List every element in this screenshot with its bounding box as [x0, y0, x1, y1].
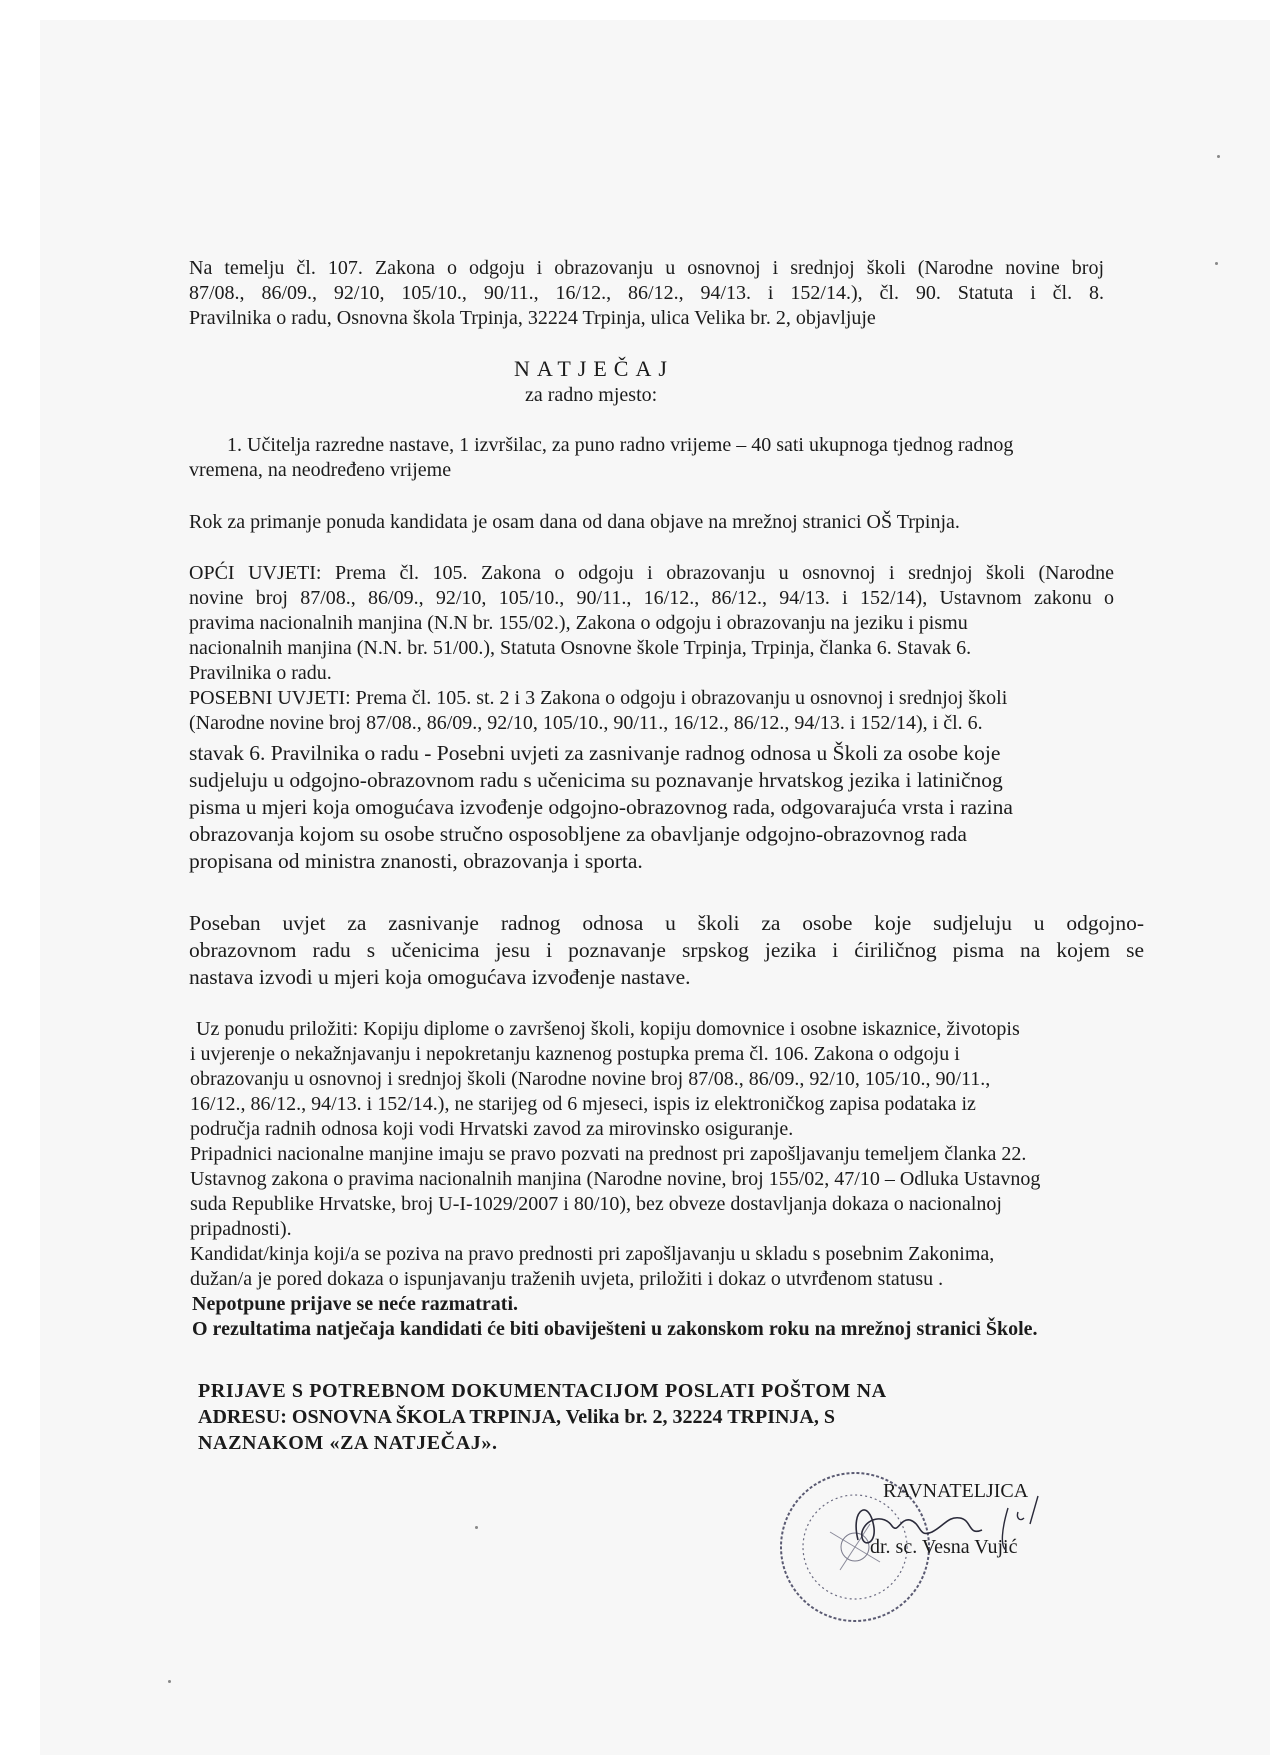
intro-line: Pravilnika o radu, Osnovna škola Trpinja, 32224 Trpinja, ulica Velika br. 2, objavljuje [189, 307, 876, 329]
bold-notes [192, 1292, 1152, 1342]
submission-line: NAZNAKOM «ZA NATJEČAJ». [198, 1432, 498, 1454]
document-subtitle: za radno mjesto: [525, 384, 658, 406]
special-line: sudjeluju u odgojno-obrazovnom radu s učenicima su poznavanje hrvatskog jezika i latiničnog [189, 768, 1003, 792]
intro-paragraph [189, 256, 1104, 331]
attachments-line: pripadnosti). [190, 1218, 292, 1240]
conditions-line: (Narodne novine broj 87/08., 86/09., 92/10, 105/10., 90/11., 16/12., 86/12., 94/13. i 152/14), i čl. 6. [189, 712, 983, 734]
conditions-line: POSEBNI UVJETI: Prema čl. 105. st. 2 i 3 Zakona o odgoju i obrazovanju u osnovnoj i srednjoj školi [189, 687, 1008, 709]
attachments-line: dužan/a je pored dokaza o ispunjavanju traženih uvjeta, priložiti i dokaz o utvrđenom statusu . [190, 1268, 944, 1290]
scan-speck [168, 1680, 171, 1683]
handwritten-signature [840, 1488, 1060, 1558]
special-line: pisma u mjeri koja omogućava izvođenje odgojno-obrazovnog rada, odgovarajuća vrsta i razina [189, 795, 1013, 819]
deadline-text: Rok za primanje ponuda kandidata je osam dana od dana objave na mrežnoj stranici OŠ Trpinja. [189, 511, 960, 533]
scan-speck [1217, 155, 1220, 158]
attachments-line: Ustavnog zakona o pravima nacionalnih manjina (Narodne novine, broj 155/02, 47/10 – Odluka Ustavnog [190, 1168, 1041, 1190]
intro-line: 87/08., 86/09., 92/10, 105/10., 90/11., 16/12., 86/12., 94/13. i 152/14.), čl. 90. Statuta i čl. 8. [189, 282, 1104, 304]
conditions-line: novine broj 87/08., 86/09., 92/10, 105/10., 90/11., 16/12., 86/12., 94/13. i 152/14), Ustavnom zakonu o [189, 587, 1114, 609]
attachments-line: Uz ponudu priložiti: Kopiju diplome o završenoj školi, kopiju domovnice i osobne iskaznice, životopis [196, 1018, 1020, 1040]
special-line: stavak 6. Pravilnika o radu - Posebni uvjeti za zasnivanje radnog odnosa u Školi za osobe koje [189, 741, 1001, 765]
conditions-line: OPĆI UVJETI: Prema čl. 105. Zakona o odgoju i obrazovanju u osnovnoj i srednjoj školi (Narodne [189, 562, 1114, 584]
submission-line: PRIJAVE S POTREBNOM DOKUMENTACIJOM POSLATI POŠTOM NA [198, 1380, 887, 1402]
attachments-line: Pripadnici nacionalne manjine imaju se pravo pozvati na prednost pri zapošljavanju temeljem članka 22. [190, 1143, 1027, 1165]
submission-instructions [198, 1378, 998, 1456]
scan-speck [475, 1526, 478, 1529]
attachments-line: suda Republike Hrvatske, broj U-I-1029/2007 i 80/10), bez obveze dostavljanja dokaza o nacionalnoj [190, 1193, 1002, 1215]
special-conditions [189, 740, 1129, 875]
position-line: 1. Učitelja razredne nastave, 1 izvršilac, za puno radno vrijeme – 40 sati ukupnoga tjednog radnog [227, 434, 1014, 456]
position-item [189, 433, 1124, 483]
serbian-condition [189, 910, 1144, 991]
special-line: propisana od ministra znanosti, obrazovanja i sporta. [189, 849, 643, 873]
conditions-line: Pravilnika o radu. [189, 662, 332, 684]
submission-line: ADRESU: OSNOVNA ŠKOLA TRPINJA, Velika br. 2, 32224 TRPINJA, S [198, 1406, 835, 1428]
scan-speck [1215, 262, 1218, 265]
results-note: O rezultatima natječaja kandidati će biti obaviješteni u zakonskom roku na mrežnoj stranici Škole. [192, 1318, 1038, 1340]
serbian-line: nastava izvodi u mjeri koja omogućava izvođenje nastave. [189, 965, 691, 989]
signature-name: dr. sc. Vesna Vujić [870, 1536, 1018, 1558]
conditions-line: nacionalnih manjina (N.N. br. 51/00.), Statuta Osnovne škole Trpinja, Trpinja, članka 6. Stavak 6. [189, 637, 972, 659]
serbian-line: Poseban uvjet za zasnivanje radnog odnosa u školi za osobe koje sudjeluju u odgojno- [189, 911, 1144, 935]
intro-line: Na temelju čl. 107. Zakona o odgoju i obrazovanju u osnovnoj i srednjoj školi (Narodne novine broj [189, 257, 1104, 279]
attachments-paragraph [190, 1017, 1145, 1292]
position-line: vremena, na neodređeno vrijeme [189, 459, 452, 481]
general-conditions [189, 561, 1114, 736]
conditions-line: pravima nacionalnih manjina (N.N br. 155/02.), Zakona o odgoju i obrazovanju na jeziku i pismu [189, 612, 968, 634]
document-title: NATJEČAJ [514, 356, 674, 381]
attachments-line: 16/12., 86/12., 94/13. i 152/14.), ne starijeg od 6 mjeseci, ispis iz elektroničkog zapisa podataka iz [190, 1093, 976, 1115]
attachments-line: obrazovanju u osnovnoj i srednjoj školi (Narodne novine broj 87/08., 86/09., 92/10, 105/10., 90/11., [190, 1068, 991, 1090]
special-line: obrazovanja kojom su osobe stručno osposobljene za obavljanje odgojno-obrazovnog rada [189, 822, 967, 846]
attachments-line: Kandidat/kinja koji/a se poziva na pravo prednosti pri zapošljavanju u skladu s posebnim Zakonima, [190, 1243, 995, 1265]
signature-role: RAVNATELJICA [883, 1480, 1029, 1502]
serbian-line: obrazovnom radu s učenicima jesu i poznavanje srpskog jezika i ćiriličnog pisma na kojem se [189, 938, 1144, 962]
attachments-line: i uvjerenje o nekažnjavanju i nepokretanju kaznenog postupka prema čl. 106. Zakona o odgoju i [190, 1043, 960, 1065]
attachments-line: područja radnih odnosa koji vodi Hrvatski zavod za mirovinsko osiguranje. [190, 1118, 794, 1140]
incomplete-note: Nepotpune prijave se neće razmatrati. [192, 1293, 519, 1315]
